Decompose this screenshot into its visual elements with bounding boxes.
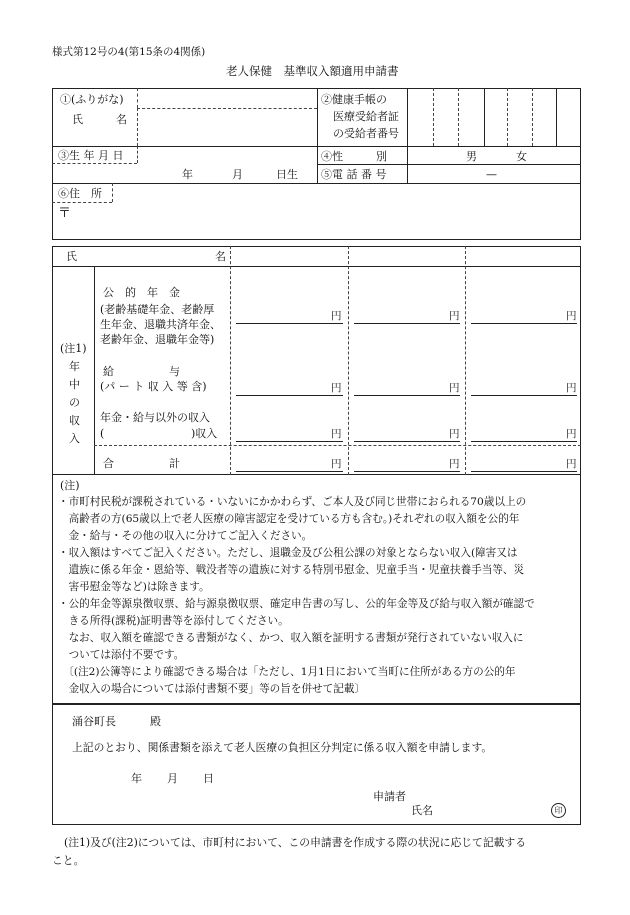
birth-day: 日生 [276, 168, 298, 181]
yen-label: 円 [566, 458, 577, 470]
note-line: きる所得(課税)証明書等を添付してください。 [58, 615, 289, 627]
footnote-line-1: (注1)及び(注2)については、市町村において、この申請書を作成する際の状況に応じて記載する [64, 836, 527, 849]
yen-label: 円 [331, 458, 342, 470]
applicant-label: 申請者 [373, 790, 406, 803]
sex-label: ④性 別 [321, 150, 387, 163]
furigana-label: ①(ふりがな) [60, 93, 124, 106]
application-statement: 上記のとおり、関係書類を添えて老人医療の負担区分判定に係る収入額を申請します。 [72, 741, 493, 754]
date-day: 日 [203, 772, 214, 785]
note-line: ・収入額はすべてご記入ください。ただし、退職金及び公租公課の対象とならない収入(障害又は [58, 547, 518, 559]
salary-head: 給 与 [103, 365, 180, 378]
birth-month: 月 [232, 168, 243, 181]
yen-label: 円 [331, 428, 342, 440]
yen-label: 円 [331, 310, 342, 322]
form-number: 様式第12号の4(第15条の4関係) [52, 46, 206, 58]
application-box [52, 704, 581, 825]
note-line: 害弔慰金等など)は除きます。 [58, 581, 210, 593]
income-name-header-2: 名 [215, 250, 226, 263]
yen-label: 円 [566, 382, 577, 394]
yen-label: 円 [449, 382, 460, 394]
yen-label: 円 [449, 310, 460, 322]
note-line: 〔(注2)公簿等により確認できる場合は「ただし、1月1日において当町に住所がある方の公的年 [58, 666, 516, 678]
income-name-header-1: 氏 [66, 250, 77, 263]
phone-label: ⑤電 話 番 号 [321, 168, 387, 181]
honorific: 殿 [150, 715, 161, 728]
date-year: 年 [131, 772, 142, 785]
note-line: ・公的年金等源泉徴収票、給与源泉徴収票、確定申告書の写し、公的年金等及び給与収入額が確認で [58, 598, 535, 610]
phone-dash: — [486, 168, 497, 181]
addressee: 涌谷町長 [72, 715, 116, 728]
salary-desc: (パ ー ト 収 入 等 含) [100, 380, 207, 393]
applicant-name-label: 氏名 [411, 804, 433, 817]
side-char: 年 [69, 360, 80, 373]
yen-label: 円 [331, 382, 342, 394]
note-line: ・市町村民税が課税されている・いないにかかわらず、ご本人及び同じ世帯におられる70歳以上の [58, 496, 527, 508]
note-line: 高齢者の方(65歳以上で老人医療の障害認定を受けている方も含む。)それぞれの収入額を公的年 [58, 513, 520, 525]
cert-label-3: の受給者番号 [333, 127, 399, 140]
cert-label-1: ②健康手帳の [321, 93, 387, 106]
total-label: 合 計 [103, 457, 180, 470]
name-label: 氏 名 [72, 113, 127, 126]
form-title: 老人保健 基準収入額適用申請書 [226, 64, 399, 78]
pension-head: 公 的 年 金 [103, 286, 180, 299]
side-char: 収 [69, 414, 80, 427]
yen-label: 円 [449, 458, 460, 470]
birth-year: 年 [182, 168, 193, 181]
footnote-line-2: こと。 [52, 854, 85, 867]
address-label: ⑥住 所 [58, 187, 102, 200]
note-line: なお、収入額を確認できる書類がなく、かつ、収入額を証明する書類が発行されていない収入に [58, 632, 524, 644]
note-line: ついては添付不要です。 [58, 649, 185, 661]
side-char: 入 [69, 432, 80, 445]
birth-label: ③生 年 月 日 [58, 149, 124, 162]
side-note-label: (注1) [60, 342, 87, 355]
other-open: ( [100, 427, 105, 440]
pension-desc-2: 生年金、退職共済年金、 [100, 318, 221, 331]
other-close: )収入 [191, 427, 218, 440]
notes-title: (注) [60, 479, 80, 492]
pension-desc-3: 老齢年金、退職年金等) [100, 333, 215, 346]
sex-female[interactable]: 女 [516, 150, 527, 163]
yen-label: 円 [566, 428, 577, 440]
cert-label-2: 医療受給者証 [333, 110, 399, 123]
yen-label: 円 [566, 310, 577, 322]
seal-mark: 印 [551, 803, 566, 818]
note-line: 金・給与・その他の収入に分けてご記入ください。 [58, 530, 313, 542]
sex-male[interactable]: 男 [466, 150, 477, 163]
date-month: 月 [167, 772, 178, 785]
other-head: 年金・給与以外の収入 [100, 411, 210, 424]
side-char: 中 [69, 378, 80, 391]
postal-mark: 〒 [58, 206, 72, 221]
pension-desc-1: (老齢基礎年金、老齢厚 [100, 303, 215, 316]
side-char: の [69, 396, 80, 409]
note-line: 遺族に係る年金・恩給等、戦没者等の遺族に対する特別弔慰金、児童手当・児童扶養手当等、災 [58, 564, 525, 576]
note-line: 金収入の場合については添付書類不要」等の旨を併せて記載〕 [58, 683, 366, 695]
yen-label: 円 [449, 428, 460, 440]
